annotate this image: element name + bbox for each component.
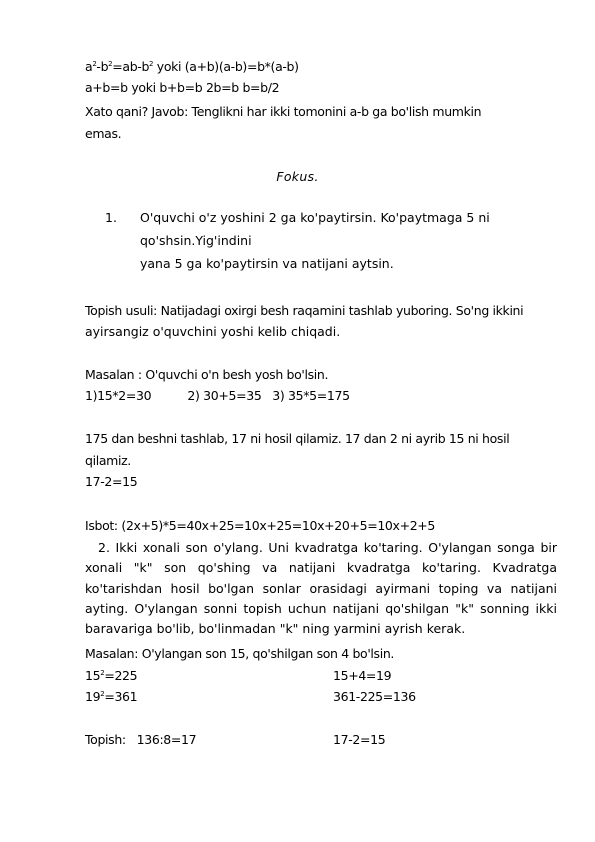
text-segment: 19: [85, 689, 101, 704]
exponent: 2: [149, 60, 154, 68]
calc-row-2-left: [85, 689, 137, 705]
question-line: Xato qani? Javob: Tenglikni har ikki tomonini a-b ga bo'lish mumkin: [85, 104, 482, 119]
question-line-cont: emas.: [85, 126, 122, 141]
item-2-paragraph: 2. Ikki xonali son o'ylang. Uni kvadratga ko'taring. O'ylangan songa bir xonali "k" son qo'shing va natijani kvadratga ko'taring. Kvadratga ko'tarishdan hosil bo'lgan sonlar orasidagi ayirmani toping va natijani ayting. O'ylangan sonni topish uchun natijani qo'shilgan "k" sonning ikki baravariga bo'lib, bo'linmadan "k" ning yarmini ayrish kerak.: [85, 540, 557, 637]
equation-line-1: [85, 59, 299, 75]
list-item-line-1: O'quvchi o'z yoshini 2 ga ko'paytirsin. Ko'paytmaga 5 ni: [140, 210, 490, 225]
list-number: 1.: [105, 210, 117, 225]
calc-row-1-left: [85, 668, 137, 684]
calc-row-3-left: Topish: 136:8=17: [85, 732, 197, 747]
calc-row-2-right: 361-225=136: [333, 689, 416, 704]
calc-row-3-right: 17-2=15: [333, 732, 386, 747]
text-segment: =ab-b: [112, 59, 150, 74]
method-line-1: Topish usuli: Natijadagi oxirgi besh raqamini tashlab yuboring. So'ng ikkini: [85, 303, 524, 318]
text-segment: 15: [85, 668, 101, 683]
text-segment: yoki (a+b)(a-b)=b*(a-b): [153, 59, 299, 74]
calc-row-1-right: 15+4=19: [333, 668, 392, 683]
exponent: 2: [92, 60, 97, 68]
exponent: 2: [108, 60, 113, 68]
text-segment: =225: [104, 668, 138, 683]
text-segment: a: [85, 59, 93, 74]
equation-line-2: a+b=b yoki b+b=b 2b=b b=b/2: [85, 80, 280, 95]
example-intro: Masalan : O'quvchi o'n besh yosh bo'lsin.: [85, 367, 329, 382]
text-segment: =361: [104, 689, 138, 704]
example-2-intro: Masalan: O'ylangan son 15, qo'shilgan son 4 bo'lsin.: [85, 646, 395, 661]
proof-line: Isbot: (2x+5)*5=40x+25=10x+25=10x+20+5=10x+2+5: [85, 518, 436, 533]
list-item-line-2: qo'shsin.Yig'indini: [140, 233, 252, 248]
exponent: 2: [100, 669, 105, 677]
example-steps: 1)15*2=30 2) 30+5=35 3) 35*5=175: [85, 388, 350, 403]
method-line-2: ayirsangiz o'quvchini yoshi kelib chiqadi.: [85, 324, 341, 339]
list-item-line-3: yana 5 ga ko'paytirsin va natijani aytsin.: [140, 256, 394, 271]
result-line-3: 17-2=15: [85, 474, 138, 489]
result-line-2: qilamiz.: [85, 453, 131, 468]
result-line-1: 175 dan beshni tashlab, 17 ni hosil qilamiz. 17 dan 2 ni ayrib 15 ni hosil: [85, 431, 510, 446]
section-heading: Fokus.: [276, 169, 319, 184]
text-segment: -b: [96, 59, 109, 74]
exponent: 2: [100, 690, 105, 698]
